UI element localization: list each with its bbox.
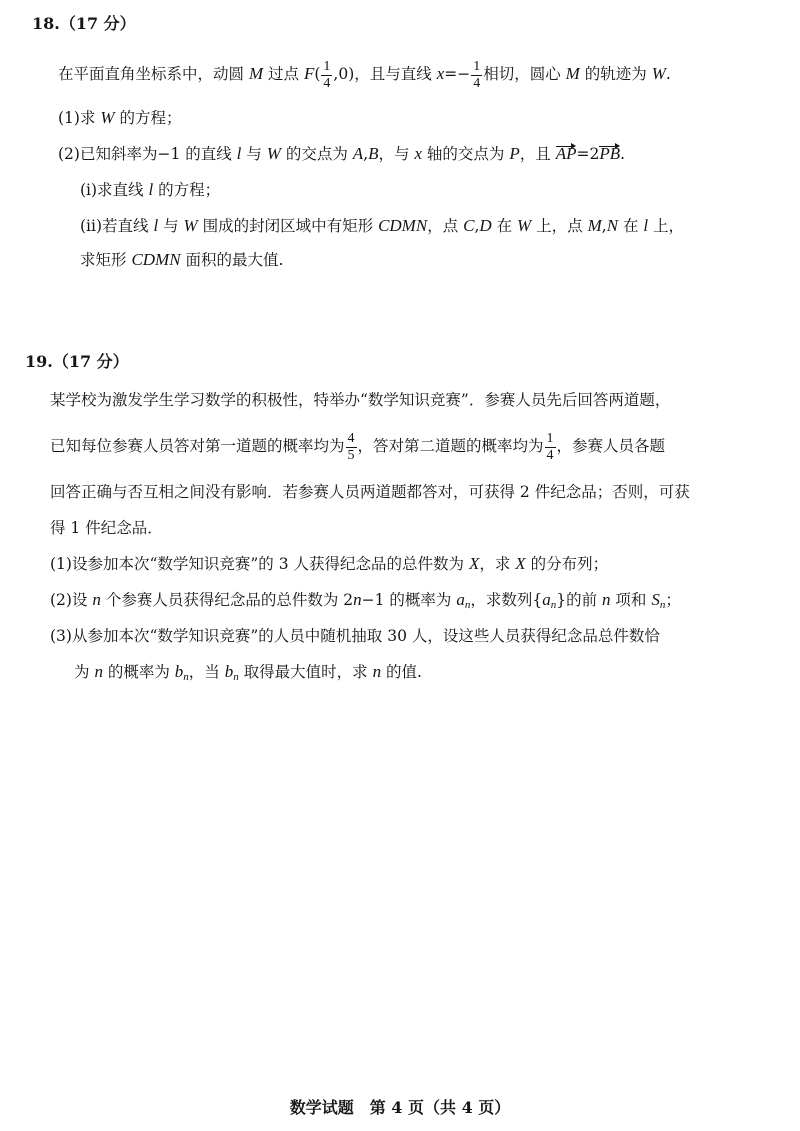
text: =2 bbox=[576, 145, 600, 163]
fraction-numerator: 1 bbox=[323, 58, 331, 74]
fraction-denominator: 4 bbox=[473, 75, 481, 91]
page-footer: 数学试题 第 4 页（共 4 页） bbox=[289, 1098, 511, 1117]
q19-part2 bbox=[50, 590, 681, 615]
q19-part3-cont bbox=[74, 662, 422, 687]
math-var: x bbox=[436, 64, 445, 83]
text: (1)设参加本次“数学知识竞赛”的 3 人获得纪念品的总件数为 bbox=[50, 555, 469, 573]
math-var: W bbox=[100, 108, 115, 127]
text: 面积的最大值. bbox=[180, 251, 284, 269]
fraction-numerator: 1 bbox=[473, 58, 481, 74]
q18-part2-ii bbox=[80, 216, 684, 236]
text: 在 bbox=[491, 217, 518, 235]
math-var: b bbox=[224, 662, 234, 681]
text: . bbox=[620, 145, 626, 163]
text: 的概率为 bbox=[102, 663, 175, 681]
text: 的轨迹为 bbox=[579, 65, 652, 83]
math-var: S bbox=[651, 590, 660, 609]
text: ，点 bbox=[427, 217, 464, 235]
text: 求矩形 bbox=[80, 251, 132, 269]
subscript: n bbox=[464, 599, 471, 611]
q19-line4: 得 1 件纪念品． bbox=[50, 519, 163, 537]
q18-part2-ii-cont bbox=[80, 250, 283, 270]
math-var: W bbox=[183, 216, 198, 235]
fraction bbox=[321, 59, 332, 92]
math-var: M bbox=[565, 64, 580, 83]
q19-part1 bbox=[50, 554, 608, 574]
text: 相切，圆心 bbox=[483, 65, 566, 83]
math-var: B bbox=[368, 144, 379, 163]
math-var: M bbox=[248, 64, 264, 83]
math-var: P bbox=[509, 144, 520, 163]
math-var: n bbox=[353, 590, 362, 609]
math-var: n bbox=[372, 662, 382, 681]
text: 在 bbox=[618, 217, 644, 235]
math-var: W bbox=[266, 144, 281, 163]
text: 的交点为 bbox=[280, 145, 353, 163]
text: 与 bbox=[241, 145, 267, 163]
text: 在平面直角坐标系中，动圆 bbox=[58, 65, 249, 83]
math-var: F bbox=[303, 64, 315, 83]
math-var: a bbox=[542, 590, 551, 609]
text: 的方程； bbox=[153, 181, 221, 199]
text: 项和 bbox=[610, 591, 652, 609]
text: 轴的交点为 bbox=[422, 145, 510, 163]
text: ( bbox=[314, 65, 321, 83]
text: 与 bbox=[158, 217, 184, 235]
math-var: N bbox=[606, 216, 619, 235]
fraction bbox=[346, 431, 357, 464]
math-var: D bbox=[479, 216, 492, 235]
math-var: CDMN bbox=[378, 216, 428, 235]
text: ，答对第二道题的概率均为 bbox=[357, 437, 544, 455]
text: (2)设 bbox=[50, 591, 93, 609]
fraction bbox=[545, 431, 556, 464]
text: }的前 bbox=[556, 591, 602, 609]
vector-pb: PB bbox=[599, 144, 621, 163]
text: ，求数列{ bbox=[470, 591, 543, 609]
text: ，当 bbox=[188, 663, 225, 681]
fraction bbox=[471, 59, 482, 92]
math-var: W bbox=[517, 216, 532, 235]
math-var: b bbox=[174, 662, 184, 681]
math-var: CDMN bbox=[131, 250, 181, 269]
math-var: l bbox=[153, 216, 159, 235]
vector-ap: AP bbox=[555, 144, 577, 163]
text: , bbox=[363, 145, 369, 163]
text: ； bbox=[665, 591, 681, 609]
q19-line2 bbox=[50, 428, 665, 464]
text: , bbox=[474, 217, 480, 235]
math-var: W bbox=[651, 64, 666, 83]
math-var: C bbox=[463, 216, 475, 235]
math-var: n bbox=[92, 590, 101, 609]
text: −1 的概率为 bbox=[361, 591, 457, 609]
subscript: n bbox=[659, 599, 666, 611]
math-var: a bbox=[456, 590, 465, 609]
text: 已知每位参赛人员答对第一道题的概率均为 bbox=[50, 437, 345, 455]
math-var: M bbox=[587, 216, 602, 235]
fraction-denominator: 5 bbox=[347, 447, 355, 463]
text: ，且 bbox=[519, 145, 556, 163]
text: 的方程； bbox=[114, 109, 182, 127]
q19-header: 19.（17 分） bbox=[25, 352, 129, 371]
q19-part3: (3)从参加本次“数学知识竞赛”的人员中随机抽取 30 人，设这些人员获得纪念品总件数恰 bbox=[50, 627, 660, 645]
q18-part2-i bbox=[80, 180, 220, 200]
fraction-numerator: 4 bbox=[347, 430, 355, 446]
text: (2)已知斜率为−1 的直线 bbox=[58, 145, 237, 163]
text: ，求 bbox=[479, 555, 516, 573]
text: 的分布列； bbox=[525, 555, 609, 573]
q18-part2 bbox=[58, 144, 625, 164]
text: ,0)，且与直线 bbox=[333, 65, 437, 83]
fraction-denominator: 4 bbox=[546, 447, 554, 463]
math-var: l bbox=[148, 180, 154, 199]
math-var: l bbox=[236, 144, 242, 163]
text: ，参赛人员各题 bbox=[556, 437, 666, 455]
math-var: X bbox=[515, 554, 526, 573]
q18-intro bbox=[58, 56, 671, 92]
text: 过点 bbox=[263, 65, 304, 83]
text: (ii)若直线 bbox=[80, 217, 154, 235]
math-var: A bbox=[352, 144, 364, 163]
math-var: n bbox=[94, 662, 103, 681]
text: 围成的封闭区域中有矩形 bbox=[197, 217, 379, 235]
text: , bbox=[601, 217, 607, 235]
q18-part1 bbox=[58, 108, 182, 128]
q18-header: 18.（17 分） bbox=[32, 14, 136, 33]
subscript: n bbox=[183, 671, 189, 683]
fraction-numerator: 1 bbox=[546, 430, 554, 446]
text: 为 bbox=[74, 663, 95, 681]
fraction-denominator: 4 bbox=[323, 75, 331, 91]
text: 的值. bbox=[381, 663, 422, 681]
text: 上，点 bbox=[531, 217, 588, 235]
subscript: n bbox=[233, 671, 239, 683]
text: 个参赛人员获得纪念品的总件数为 2 bbox=[100, 591, 354, 609]
text: ，与 bbox=[378, 145, 415, 163]
q19-line3: 回答正确与否互相之间没有影响．若参赛人员两道题都答对，可获得 2 件纪念品；否则，可获 bbox=[50, 483, 690, 501]
text: 上， bbox=[648, 217, 685, 235]
text: . bbox=[665, 65, 671, 83]
q19-line1: 某学校为激发学生学习数学的积极性，特举办“数学知识竞赛”．参赛人员先后回答两道题， bbox=[50, 391, 671, 409]
math-var: l bbox=[643, 216, 649, 235]
subscript: n bbox=[550, 599, 557, 611]
text: 取得最大值时，求 bbox=[238, 663, 373, 681]
math-var: X bbox=[468, 554, 480, 573]
text: (1)求 bbox=[58, 109, 101, 127]
text: =− bbox=[444, 65, 471, 83]
math-var: x bbox=[414, 144, 422, 163]
text: (i)求直线 bbox=[80, 181, 149, 199]
math-var: n bbox=[602, 590, 611, 609]
